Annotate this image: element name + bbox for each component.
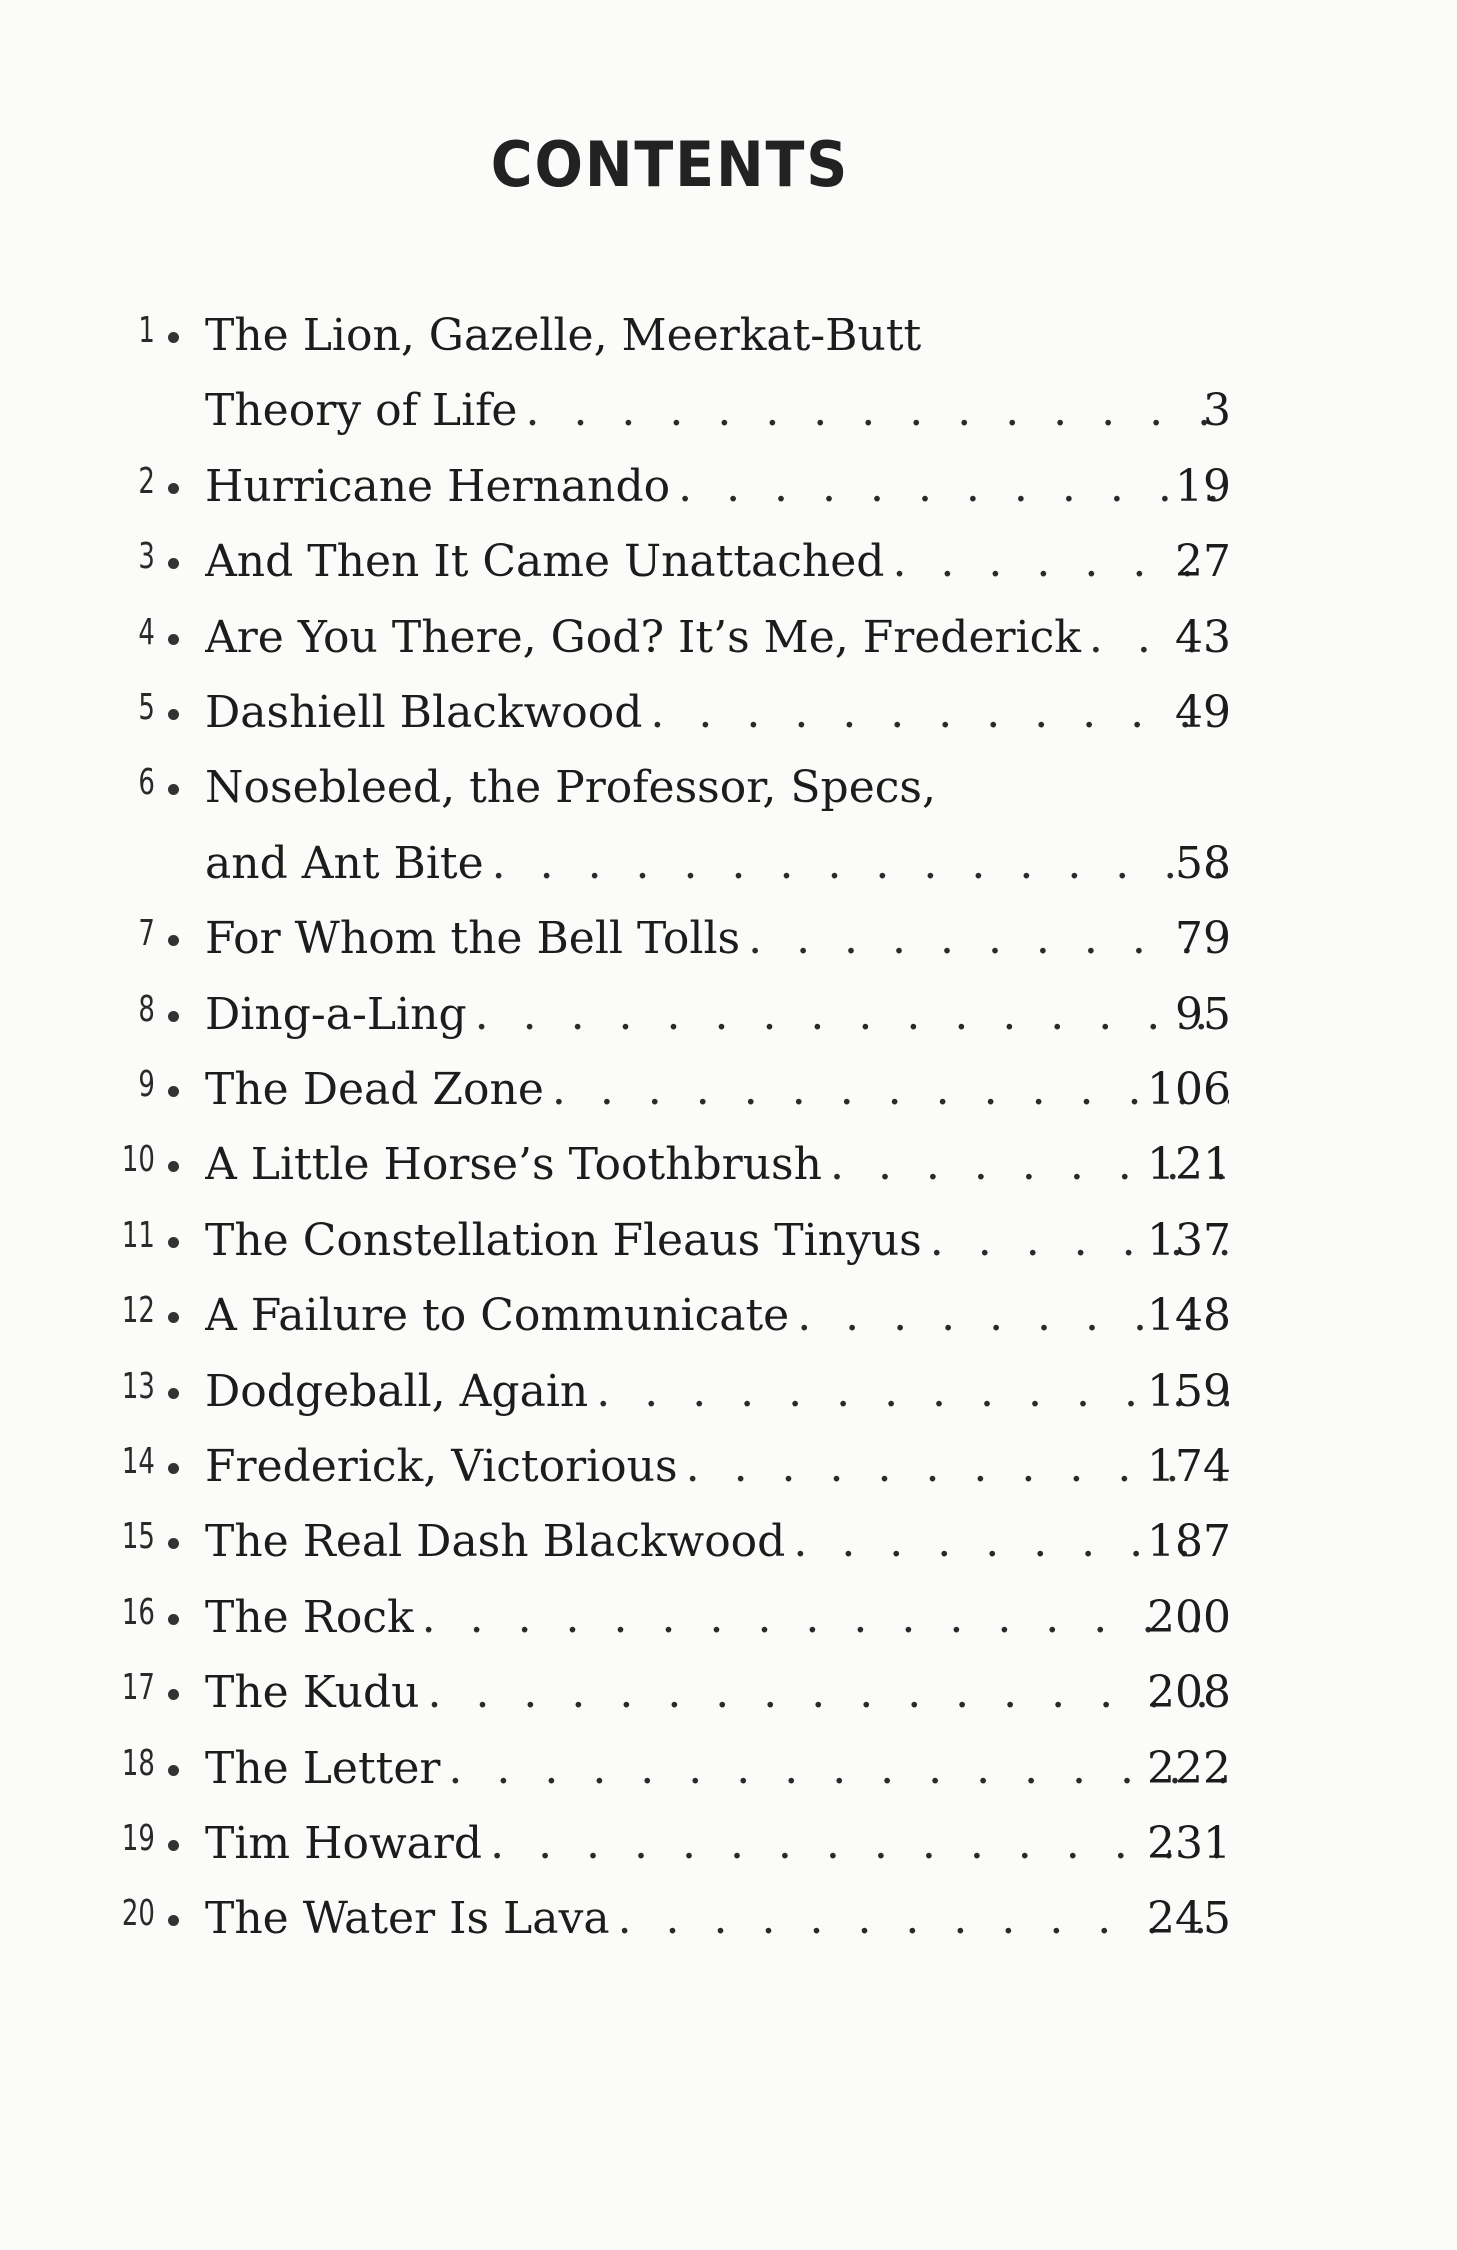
chapter-title: A Little Horse’s Toothbrush: [205, 1139, 822, 1191]
toc-entry[interactable]: [0, 1506, 1457, 1581]
bullet-icon: [168, 1614, 179, 1625]
bullet-icon: [168, 558, 179, 569]
page-number: 19: [1175, 460, 1231, 512]
dot-leader: [490, 1814, 1229, 1874]
entry-title-line: [205, 1739, 1229, 1799]
toc-entry[interactable]: [0, 1431, 1457, 1506]
chapter-number: 15: [122, 1516, 155, 1558]
toc-entry[interactable]: [0, 1883, 1457, 1958]
page-number: 137: [1147, 1214, 1231, 1266]
chapter-number: 17: [122, 1667, 155, 1709]
chapter-title: Are You There, God? It’s Me, Frederick: [205, 611, 1081, 663]
entry-title-line: [205, 1588, 1229, 1648]
page-number: 159: [1147, 1365, 1231, 1417]
page-number: 208: [1147, 1667, 1231, 1719]
entry-title-line: [205, 758, 1229, 818]
page-title: CONTENTS: [490, 128, 850, 201]
bullet-icon: [168, 1237, 179, 1248]
toc-entry[interactable]: [0, 300, 1457, 375]
entry-title-line: [205, 1060, 1229, 1120]
chapter-number: 5: [138, 687, 155, 728]
chapter-title: The Constellation Fleaus Tinyus: [205, 1214, 922, 1266]
toc-entry[interactable]: [0, 752, 1457, 827]
chapter-title: For Whom the Bell Tolls: [205, 913, 741, 965]
chapter-title: The Letter: [205, 1742, 441, 1794]
bullet-icon: [168, 332, 179, 343]
entry-title-line: [205, 1362, 1229, 1422]
toc-entry[interactable]: [0, 1054, 1457, 1129]
chapter-number: 1: [138, 310, 155, 351]
chapter-number: 20: [122, 1893, 155, 1935]
page-number: 27: [1175, 536, 1231, 588]
entry-title-line: [205, 1889, 1229, 1949]
chapter-number: 13: [122, 1365, 155, 1407]
chapter-title-continued: Theory of Life: [205, 385, 518, 437]
chapter-number: 9: [138, 1064, 155, 1105]
toc-entry[interactable]: [0, 677, 1457, 752]
entry-title-line: [205, 532, 1229, 592]
page-number: 79: [1175, 913, 1231, 965]
entry-title-line: [205, 1211, 1229, 1271]
chapter-title-continued: and Ant Bite: [205, 837, 484, 889]
bullet-icon: [168, 483, 179, 494]
dot-leader: [475, 985, 1229, 1045]
page-number: 121: [1147, 1139, 1231, 1191]
chapter-title: Tim Howard: [205, 1818, 483, 1869]
bullet-icon: [168, 1463, 179, 1474]
entry-title-line: [205, 1814, 1229, 1874]
toc-entry[interactable]: [0, 1733, 1457, 1808]
toc-entry[interactable]: [0, 903, 1457, 978]
chapter-number: 19: [122, 1818, 155, 1859]
page-number: 3: [1203, 385, 1231, 437]
toc-entry[interactable]: [0, 1280, 1457, 1355]
chapter-number: 3: [138, 536, 155, 578]
chapter-title: A Failure to Communicate: [205, 1290, 790, 1342]
chapter-title: The Kudu: [205, 1667, 420, 1719]
page-number: 49: [1175, 687, 1231, 738]
dot-leader: [492, 834, 1229, 894]
dot-leader: [448, 1739, 1229, 1799]
dot-leader: [422, 1588, 1229, 1648]
page-number: 58: [1175, 837, 1231, 889]
chapter-number: 12: [122, 1290, 155, 1332]
entry-title-line: [205, 909, 1229, 969]
chapter-title: Dodgeball, Again: [205, 1365, 589, 1417]
chapter-number: 18: [122, 1742, 155, 1784]
page-number: 106: [1147, 1064, 1231, 1115]
chapter-number: 16: [122, 1591, 155, 1633]
entry-title-line: [205, 1512, 1229, 1572]
toc-entry[interactable]: [0, 602, 1457, 677]
bullet-icon: [168, 1765, 179, 1776]
chapter-title: The Rock: [205, 1591, 414, 1643]
bullet-icon: [168, 784, 179, 795]
toc-entry[interactable]: [0, 1657, 1457, 1732]
toc-entry[interactable]: [0, 1129, 1457, 1204]
bullet-icon: [168, 1538, 179, 1549]
page-number: 200: [1147, 1591, 1231, 1643]
entry-title-line: [205, 1135, 1229, 1195]
chapter-number: 10: [122, 1139, 155, 1181]
bullet-icon: [168, 634, 179, 645]
toc-entry[interactable]: [0, 1582, 1457, 1657]
dot-leader: [427, 1663, 1229, 1723]
toc-entry[interactable]: [0, 451, 1457, 526]
entry-title-line: [205, 1437, 1229, 1497]
chapter-title: The Dead Zone: [205, 1064, 544, 1115]
entry-title-line: [205, 306, 1229, 366]
chapter-title: The Water Is Lava: [205, 1893, 610, 1945]
entry-title-line: [205, 457, 1229, 517]
page-number: 174: [1147, 1441, 1231, 1492]
toc-entry-continued[interactable]: [0, 375, 1457, 450]
entry-title-line: [205, 834, 1229, 894]
entry-title-line: [205, 608, 1229, 668]
chapter-number: 11: [122, 1214, 155, 1256]
page-number: 95: [1175, 988, 1231, 1040]
bullet-icon: [168, 1086, 179, 1097]
bullet-icon: [168, 1161, 179, 1172]
bullet-icon: [168, 1011, 179, 1022]
chapter-title: The Real Dash Blackwood: [205, 1516, 786, 1568]
chapter-title: Frederick, Victorious: [205, 1441, 678, 1492]
chapter-title: Hurricane Hernando: [205, 460, 671, 512]
bullet-icon: [168, 935, 179, 946]
toc-entry[interactable]: [0, 979, 1457, 1054]
toc-entry[interactable]: [0, 1356, 1457, 1431]
entry-title-line: [205, 1286, 1229, 1346]
page-number: 187: [1147, 1516, 1231, 1568]
toc-entry[interactable]: [0, 1808, 1457, 1883]
chapter-number: 4: [138, 611, 155, 653]
bullet-icon: [168, 1915, 179, 1926]
chapter-title: Ding-a-Ling: [205, 988, 467, 1040]
chapter-number: 14: [122, 1441, 155, 1482]
toc-entry[interactable]: [0, 1205, 1457, 1280]
entry-title-line: [205, 1663, 1229, 1723]
chapter-number: 7: [138, 913, 155, 955]
chapter-title: And Then It Came Unattached: [205, 536, 885, 588]
entry-title-line: [205, 683, 1229, 743]
chapter-title: The Lion, Gazelle, Meerkat-Butt: [205, 310, 922, 361]
page-number: 245: [1147, 1893, 1231, 1945]
page-number: 222: [1147, 1742, 1231, 1794]
chapter-title: Dashiell Blackwood: [205, 687, 643, 738]
chapter-number: 2: [138, 460, 155, 502]
bullet-icon: [168, 709, 179, 720]
page-number: 231: [1147, 1818, 1231, 1869]
entry-title-line: [205, 381, 1229, 441]
chapter-number: 6: [138, 762, 155, 804]
chapter-number: 8: [138, 988, 155, 1030]
page-number: 43: [1175, 611, 1231, 663]
chapter-title: Nosebleed, the Professor, Specs,: [205, 762, 936, 814]
toc-entry-continued[interactable]: [0, 828, 1457, 903]
toc-entry[interactable]: [0, 526, 1457, 601]
bullet-icon: [168, 1388, 179, 1399]
bullet-icon: [168, 1840, 179, 1851]
entry-title-line: [205, 985, 1229, 1045]
page-number: 148: [1147, 1290, 1231, 1342]
bullet-icon: [168, 1689, 179, 1700]
bullet-icon: [168, 1312, 179, 1323]
